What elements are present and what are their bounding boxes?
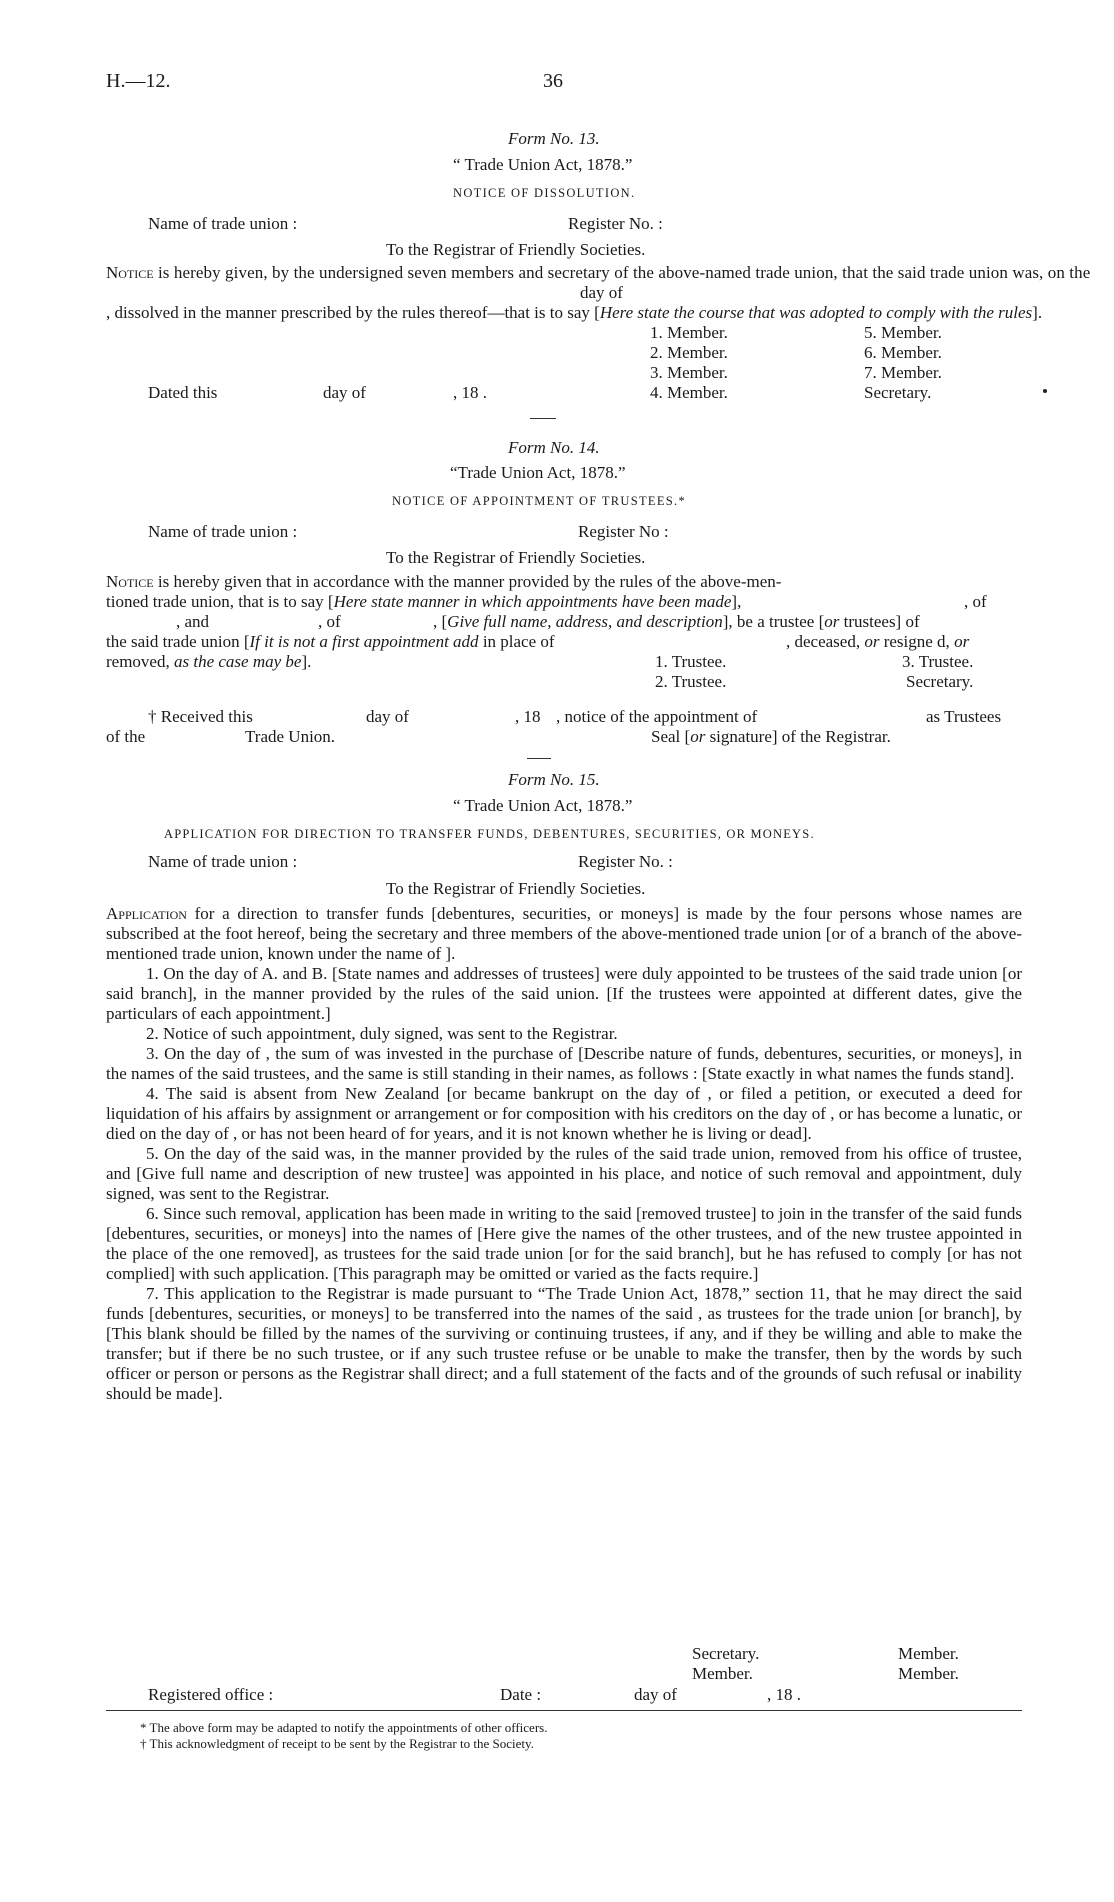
form14-line5-italic: as the case may be	[173, 652, 302, 671]
form13-body-c: , dissolved in the manner prescribed by the rules thereof—that is to say [	[106, 303, 600, 322]
form13-divider	[530, 418, 556, 419]
form13-day-of: day of	[323, 383, 366, 402]
form13-notice-word: Notice	[106, 263, 154, 282]
form14-line1-text: is hereby given that in accordance with the manner provided by the rules of the above-men-	[153, 572, 782, 591]
form13-signer-6: 6. Member.	[864, 343, 942, 362]
form14-as-trustees: as Trustees	[926, 707, 1002, 726]
form14-line1	[106, 572, 781, 592]
form13-body-b: day of	[580, 283, 623, 302]
form14-of-the: of the	[106, 727, 146, 746]
form13-year: , 18 .	[453, 383, 487, 402]
form14-line4-tail	[786, 632, 969, 652]
form14-trustee-1: 1. Trustee.	[655, 652, 727, 671]
form14-line5-text: removed,	[106, 652, 174, 671]
form13-body-a: is hereby given, by the undersigned seven members and secretary of the above-named trade union, that the said trade union was, on the	[153, 263, 1091, 282]
form15-secretary: Secretary.	[692, 1644, 760, 1663]
form15-para-5: 5. On the day of the said was, in the manner provided by the rules of the said trade union, removed from his office of trustee, and [Give full name and description of new trustee] was appointed in his place, and notice of such removal and appointment, duly signed, was sent to the Registrar.	[106, 1144, 1022, 1203]
form13-signer-7: 7. Member.	[864, 363, 942, 382]
form15-caption: APPLICATION FOR DIRECTION TO TRANSFER FUNDS, DEBENTURES, SECURITIES, OR MONEYS.	[164, 827, 815, 841]
form14-received: † Received this	[148, 707, 253, 726]
footnote-rule	[106, 1710, 1022, 1711]
form15-to: To the Registrar of Friendly Societies.	[386, 879, 646, 898]
form15-para-7: 7. This application to the Registrar is made pursuant to “The Trade Union Act, 1878,” section 11, that he may direct the said funds [debentures, securities, or moneys] to be transferred into the names of the said , as trustees for the trade union [or branch], by [This blank should be filled by the names of the surviving or continuing trustees, if any, and if they be willing and able to make the transfer; but if there be no such trustee, or if any such trustee refuse or be unable to make the transfer, then by the words by such officer or person or persons as the Registrar shall direct; and a full statement of the facts and of the grounds of such refusal or inability should be made].	[106, 1284, 1022, 1403]
footnote-2: † This acknowledgment of receipt to be sent by the Registrar to the Society.	[140, 1736, 534, 1751]
form14-line3-open: , [	[433, 612, 448, 631]
form15-act: “ Trade Union Act, 1878.”	[453, 796, 633, 815]
form14-line2	[106, 592, 741, 612]
form14-line5-close: ].	[301, 652, 312, 671]
form14-line3-of: , of	[318, 612, 341, 631]
form13-to: To the Registrar of Friendly Societies.	[386, 240, 646, 259]
form14-line4-deceased: , deceased,	[786, 632, 865, 651]
form15-member-3: Member.	[898, 1664, 959, 1683]
form13-name-label: Name of trade union :	[148, 214, 298, 233]
form14-line3-or: or	[824, 612, 840, 631]
form14-trade-union: Trade Union.	[245, 727, 336, 746]
form14-trustee-2: 2. Trustee.	[655, 672, 727, 691]
form15-para-6: 6. Since such removal, application has been made in writing to the said [removed trustee] to join in the transfer of the said funds [debentures, securities, or moneys] into the names of [Here give the names of the other trustees, and of the new trustee appointed in the place of the one removed], as trustees for the said trade union [or for the said branch], but he has refused to comply [or has not complied] with such application. [This paragraph may be omitted or varied as the facts require.]	[106, 1204, 1022, 1283]
form14-line4-resigned: resigne d,	[879, 632, 955, 651]
form14-line4-place: in place of	[478, 632, 555, 651]
form15-registered-office: Registered office :	[148, 1685, 274, 1704]
form14-line3-end: trustees] of	[839, 612, 920, 631]
form14-line2-of: , of	[964, 592, 987, 611]
form15-intro	[106, 904, 1022, 964]
form14-line3	[433, 612, 920, 632]
form14-secretary: Secretary.	[906, 672, 974, 691]
footnote-1: * The above form may be adapted to notify the appointments of other officers.	[140, 1720, 548, 1735]
form13-act: “ Trade Union Act, 1878.”	[453, 155, 633, 174]
form13-secretary: Secretary.	[864, 383, 932, 402]
form14-line3-and: , and	[176, 612, 210, 631]
form14-line4-or1: or	[864, 632, 880, 651]
form14-act: “Trade Union Act, 1878.”	[450, 463, 626, 482]
form14-seal-rest: signature] of the Registrar.	[705, 727, 891, 746]
form14-received-year: , 18	[515, 707, 541, 726]
form14-line2-text: tioned trade union, that is to say [	[106, 592, 334, 611]
form14-seal-text: Seal [	[651, 727, 691, 746]
form14-line4-or2: or	[954, 632, 970, 651]
form14-divider	[527, 758, 551, 759]
form13-signer-2: 2. Member.	[650, 343, 728, 362]
page-reference: H.—12.	[106, 70, 171, 92]
form14-line4	[106, 632, 555, 652]
form14-label: Form No. 14.	[508, 438, 600, 457]
form15-application-word: Application	[106, 904, 187, 923]
stray-mark	[1043, 389, 1047, 393]
form14-line3-italic: Give full name, address, and description	[447, 612, 723, 631]
form15-name-label: Name of trade union :	[148, 852, 298, 871]
form15-date-label: Date :	[500, 1685, 542, 1704]
form15-member-1: Member.	[692, 1664, 753, 1683]
form15-intro-text: for a direction to transfer funds [debentures, securities, or moneys] is made by the four persons whose names are subscribed at the foot hereof, being the secretary and three members of the above-mentioned trade union [or of a branch of the above-mentioned trade union, known under the name of ].	[106, 904, 1022, 963]
form15-body	[106, 904, 1022, 1404]
form14-seal	[651, 727, 891, 747]
form14-name-label: Name of trade union :	[148, 522, 298, 541]
form13-label: Form No. 13.	[508, 129, 600, 148]
form14-line4-italic: If it is not a first appointment add	[249, 632, 479, 651]
form14-seal-or: or	[690, 727, 706, 746]
form15-day-of: day of	[634, 1685, 677, 1704]
form13-body-italic: Here state the course that was adopted to comply with the rules	[599, 303, 1033, 322]
form13-register-label: Register No. :	[568, 214, 663, 233]
form14-caption: NOTICE OF APPOINTMENT OF TRUSTEES.*	[392, 494, 687, 508]
form15-para-4: 4. The said is absent from New Zealand [or became bankrupt on the day of , or filed a petition, or executed a deed for liquidation of his affairs by assignment or arrangement or for composition with his creditors on the day of , or has become a lunatic, or died on the day of , or has not been heard of for years, and it is not known whether he is living or dead].	[106, 1084, 1022, 1143]
form15-para-1: 1. On the day of A. and B. [State names and addresses of trustees] were duly appointed to be trustees of the said trade union [or said branch], in the manner provided by the rules of the said union. [If the trustees were appointed at different dates, give the particulars of each appointment.]	[106, 964, 1022, 1023]
form13-notice-line1	[106, 263, 1091, 283]
form14-line2-italic: Here state manner in which appointments have been made	[333, 592, 732, 611]
form15-register-label: Register No. :	[578, 852, 673, 871]
form14-received-notice: , notice of the appointment of	[556, 707, 758, 726]
form13-caption: NOTICE OF DISSOLUTION.	[453, 186, 636, 200]
form15-member-2: Member.	[898, 1644, 959, 1663]
form14-line2-close: ],	[731, 592, 742, 611]
page-number: 36	[543, 70, 563, 92]
form13-body-d: ].	[1032, 303, 1043, 322]
form14-line5	[106, 652, 311, 672]
form14-line4-text: the said trade union [	[106, 632, 250, 651]
form13-signer-1: 1. Member.	[650, 323, 728, 342]
form13-signer-5: 5. Member.	[864, 323, 942, 342]
form14-received-day-of: day of	[366, 707, 409, 726]
form15-para-2: 2. Notice of such appointment, duly signed, was sent to the Registrar.	[146, 1024, 618, 1043]
form15-para-3: 3. On the day of , the sum of was invested in the purchase of [Describe nature of funds, debentures, securities, or moneys], in the names of the said trustees, and the same is still standing in their names, as follows : [State exactly in what names the funds stand].	[106, 1044, 1022, 1083]
form14-register-label: Register No :	[578, 522, 669, 541]
form14-line3-mid: ], be a trustee [	[722, 612, 825, 631]
form13-signer-3: 3. Member.	[650, 363, 728, 382]
form14-notice-word: Notice	[106, 572, 154, 591]
form13-body-line3	[106, 303, 1042, 323]
form15-label: Form No. 15.	[508, 770, 600, 789]
form13-signer-4: 4. Member.	[650, 383, 728, 402]
form14-trustee-3: 3. Trustee.	[902, 652, 974, 671]
form14-to: To the Registrar of Friendly Societies.	[386, 548, 646, 567]
form15-year: , 18 .	[767, 1685, 801, 1704]
form13-dated-this: Dated this	[148, 383, 218, 402]
